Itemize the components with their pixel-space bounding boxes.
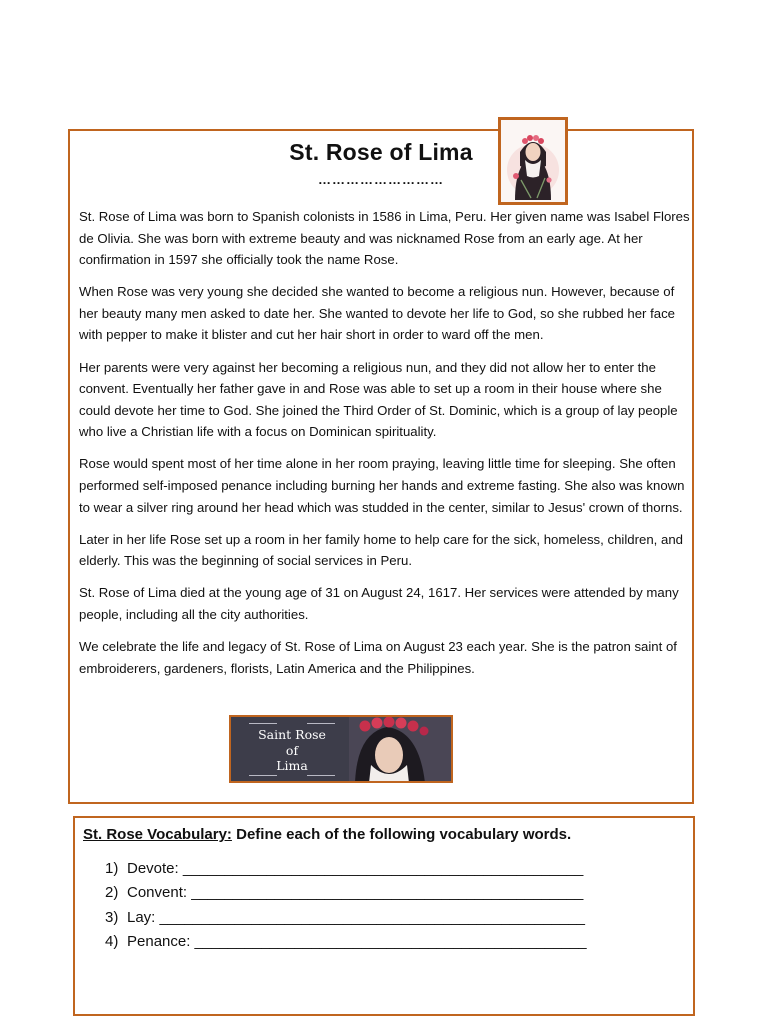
vocabulary-heading-label: St. Rose Vocabulary: [83, 826, 232, 843]
banner-rule [307, 723, 335, 724]
banner-line-1: Saint Rose [258, 727, 326, 742]
paragraph: Later in her life Rose set up a room in her family home to help care for the sick, homeless, children, and elderly. This was the beginning of social services in Peru. [79, 531, 683, 569]
banner-rule [249, 723, 277, 724]
saint-rose-banner-image [229, 715, 453, 783]
banner-rule [307, 775, 335, 776]
answer-blank[interactable]: Penance: _______________________________________________ [127, 932, 587, 950]
vocabulary-list [105, 860, 587, 957]
item-number: 2) [105, 884, 119, 902]
vocabulary-instructions: Define each of the following vocabulary words. [231, 826, 572, 843]
answer-blank[interactable]: Convent: _______________________________________________ [127, 884, 584, 902]
item-number: 1) [105, 860, 119, 877]
paragraph: St. Rose of Lima died at the young age of 31 on August 24, 1617. Her services were attended by many people, including all the city authorities. [79, 585, 679, 622]
saint-portrait-image [498, 117, 568, 205]
banner-line-3: Lima [276, 758, 308, 773]
vocabulary-item-convent [105, 884, 587, 908]
vocabulary-item-penance [105, 933, 587, 957]
saint-portrait-photo [349, 717, 453, 783]
article-body [79, 206, 691, 690]
paragraph: We celebrate the life and legacy of St. Rose of Lima on August 23 each year. She is the patron saint of embroiderers, gardeners, florists, Latin America and the Philippines. [79, 639, 677, 676]
answer-blank[interactable]: Lay: ___________________________________________________ [127, 908, 585, 926]
item-number: 4) [105, 932, 119, 950]
title-dotted-rule: ……………………… [318, 172, 444, 187]
banner-line-2: of [285, 742, 299, 758]
paragraph: St. Rose of Lima was born to Spanish colonists in 1586 in Lima, Peru. Her given name was Isabel Flores de Olivia. She was born with extreme beauty and was nicknamed Rose from an early age. At her confirmation in 1597 she officially took the name Rose. [79, 209, 690, 268]
banner-rule [249, 775, 277, 776]
paragraph: When Rose was very young she decided she wanted to become a religious nun. However, because of her beauty many men asked to date her. She wanted to devote her life to God, so she rubbed her face with pepper to make it blister and cut her hair short in order to ward off the men. [79, 284, 676, 343]
vocabulary-item-devote [105, 860, 587, 884]
paragraph: Her parents were very against her becoming a religious nun, and they did not allow her to enter the convent. Eventually her father gave in and Rose was able to set up a room in their house where she could devote her time to God. She joined the Third Order of St. Dominic, which is a group of lay people who live a Christian life with a focus on Dominican spirituality. [79, 359, 678, 440]
vocabulary-heading [83, 826, 571, 843]
paragraph: Rose would spent most of her time alone in her room praying, leaving little time for sleeping. She often performed self-imposed penance including burning her hands and extreme fasting. She also was known to wear a silver ring around her head which was studded in the center, similar to Jesus' crown of thorns. [79, 456, 685, 515]
item-number: 3) [105, 908, 119, 926]
document-title: St. Rose of Lima [289, 139, 473, 165]
banner-caption [239, 727, 345, 774]
answer-blank[interactable]: Devote: ________________________________________________ [127, 860, 584, 877]
vocabulary-item-lay [105, 909, 587, 933]
